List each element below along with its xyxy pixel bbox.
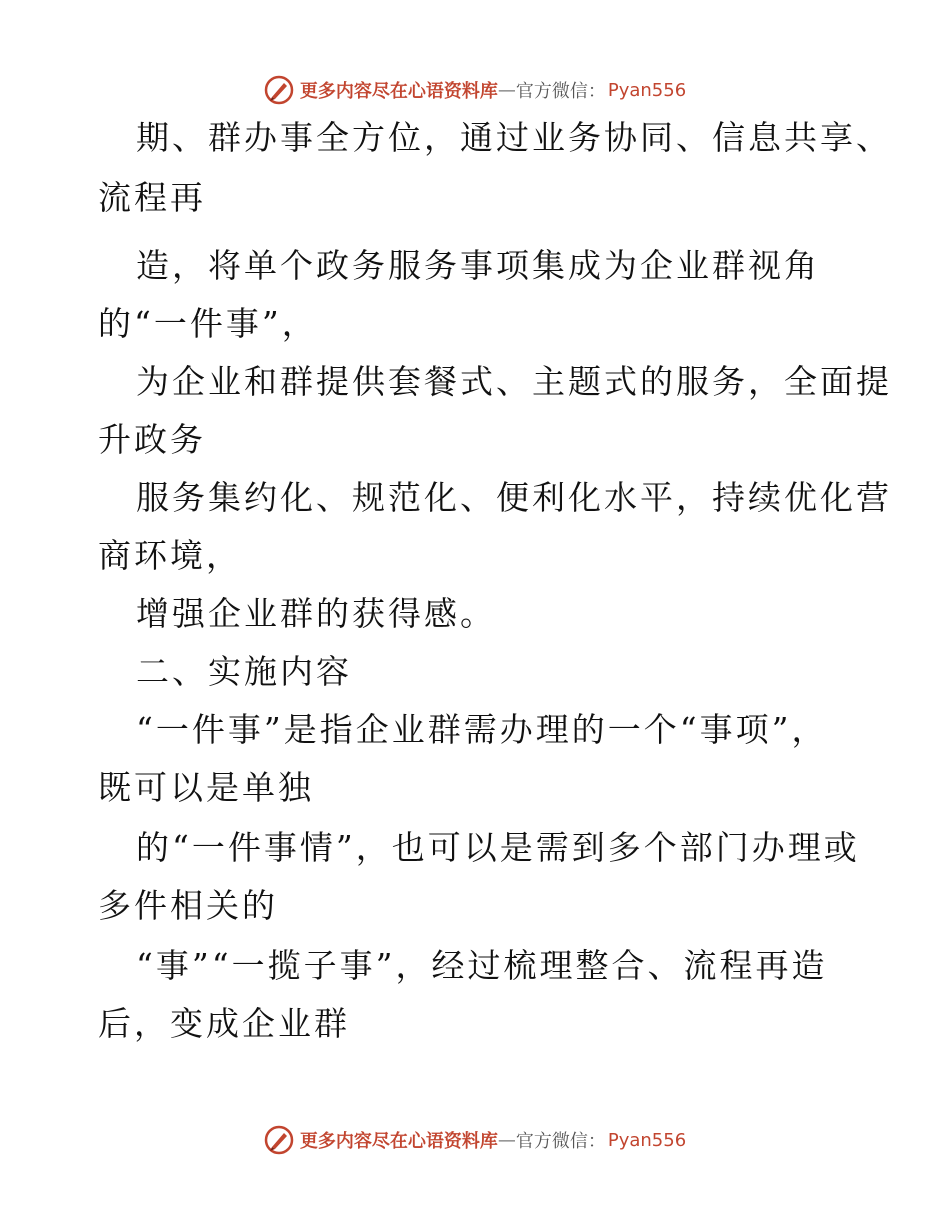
body-line: 多件相关的	[98, 886, 278, 925]
pen-logo-icon	[264, 1125, 294, 1155]
body-line: 期、群办事全方位，通过业务协同、信息共享、	[136, 118, 892, 157]
body-line: “一件事”是指企业群需办理的一个“事项”，	[136, 710, 828, 749]
body-line: “事”“一揽子事”，经过梳理整合、流程再造	[136, 946, 828, 985]
body-line: 商环境，	[98, 536, 242, 575]
body-line: 增强企业群的获得感。	[136, 594, 496, 633]
banner-label: 官方微信：	[515, 81, 606, 102]
body-line: 升政务	[98, 420, 206, 459]
body-line: 的“一件事情”，也可以是需到多个部门办理或	[136, 828, 860, 867]
banner-brand-text: 更多内容尽在心语资料库	[299, 1131, 498, 1152]
body-line: 的“一件事”，	[98, 304, 318, 343]
banner-label: 官方微信：	[515, 1131, 606, 1152]
body-line: 流程再	[98, 178, 206, 217]
banner-wechat-id: Pyan556	[607, 79, 687, 101]
banner-dash: —	[497, 1129, 516, 1151]
banner-brand-text: 更多内容尽在心语资料库	[299, 81, 498, 102]
footer-watermark-banner	[0, 1124, 950, 1156]
body-line: 后，变成企业群	[98, 1004, 350, 1043]
header-watermark-banner	[0, 74, 950, 106]
pen-logo-icon	[264, 75, 294, 105]
body-line: 既可以是单独	[98, 768, 314, 807]
body-line: 造，将单个政务服务事项集成为企业群视角	[136, 246, 820, 285]
body-line: 为企业和群提供套餐式、主题式的服务，全面提	[136, 362, 892, 401]
banner-dash: —	[497, 79, 516, 101]
banner-wechat-id: Pyan556	[607, 1129, 687, 1151]
body-line: 服务集约化、规范化、便利化水平，持续优化营	[136, 478, 892, 517]
section-heading: 二、实施内容	[136, 652, 352, 691]
